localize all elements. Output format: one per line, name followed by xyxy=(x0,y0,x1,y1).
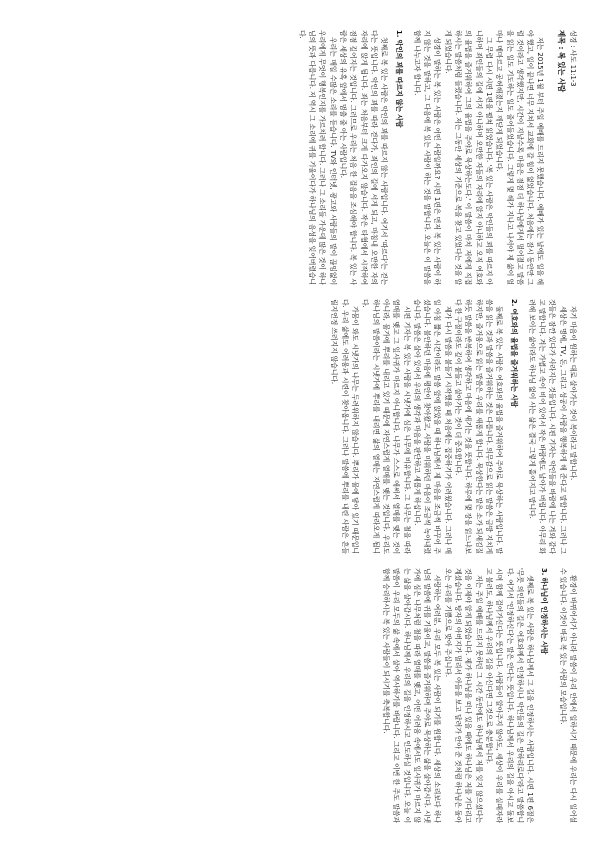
paragraph: 가뭄이 와도 시냇가의 나무는 두려워하지 않습니다. 뿌리가 물에 닿아 있기 때문입니다. 우리 삶에도 어려움과 시련이 찾아옵니다. 그러나 말씀에 뿌리를 내린 사람은 흔들릴지언정 쓰러지지 않습니다. xyxy=(330,299,360,554)
paragraph: 그 무렵 다시 시편 1편을 펼쳐 읽었습니다. '복 있는 사람은 악인들의 꾀를 따르지 아니하며 죄인들의 길에 서지 아니하며 오만한 자들의 자리에 앉지 아니하고 오직 여호와의 율법을 즐거워하여 그의 율법을 주야로 묵상하는도다.' 이 말씀이 마치 저에게 직접 하시는 말씀처럼 들렸습니다. 저는 그동안 세상의 기준으로 복을 찾고 있었다는 것을 알게 되었습니다. xyxy=(443,30,493,285)
paragraph: 자기 마음이 원하는 대로 살아가는 것이 복이라고 말합니다. xyxy=(569,306,577,481)
section-heading-3: 3. 하나님이 인정하시는 사람 xyxy=(540,568,549,655)
paragraph: 저는 2015년 1월 부터 주일 예배를 드리지 못했습니다. 예배가 있는 날에도 일을 해야 했고, 일이 끝나면 너무 지쳐서 교회에 갈 힘이 없었습니다. 처음에는 잠시 동안만 그럴 것이라고 생각했지만, 시간이 지날수록 마음은 점점 더 하나님에게서 멀어졌고 말씀을 읽는 일도 기도하는 일도 줄어들었습니다. 그렇게 몇 해가 지나고 나서야 제 삶이 얼마나 메마르고 공허해졌는지 깨닫게 되었습니다. xyxy=(495,30,545,285)
paragraph: 우리는 매일 수많은 소리를 듣습니다. TV와 인터넷, 광고와 사람들의 말이 끊임없이 우리에게 무엇이 행복인지를 가르치려 합니다. 그러나 그 소리들 가운데 많은 것이 하나님의 뜻과 다릅니다. 저 역시 그 소리에 귀를 기울이다가 하나님의 음성을 잊어버렸습니다. xyxy=(297,30,337,285)
paragraph: 환경이 바뀌어서가 아니라 말씀이 우리 안에서 일하시기 때문에 우리는 다시 일어설 수 있습니다. 이것이 바로 복 있는 사람의 모습입니다. xyxy=(558,568,577,823)
paragraph: 제가 다시 말씀을 붙들기 시작했을 때 처음에는 집중하기가 어려웠습니다. 그러나 매일 아침 짧은 시간이라도 말씀 앞에 앉았을 때 하나님께서 제 마음을 조금씩 바꾸어 주셨습니다. 불안하던 마음에 평안이 찾아왔고, 사람을 미워하던 마음이 조금씩 녹아내렸습니다. 말씀은 살아 있어서 우리의 생각과 마음을 판단하고 새롭게 하십니다. xyxy=(412,299,452,554)
text-column-1 xyxy=(18,30,578,285)
paragraph: 둘째로 복 있는 사람은 여호와의 율법을 즐거워하여 주야로 묵상하는 사람입니다. 말씀을 읽는 것과 말씀을 즐거워하는 것은 다릅니다. 의무감으로 읽는 말씀은 금방 지치게 하지만, 즐거움으로 읽는 말씀은 우리를 새롭게 합니다. 묵상한다는 말은 소가 되새김질하듯 말씀을 반복하여 생각하고 마음에 새기는 것을 뜻합니다. 하루에 몇 장을 읽느냐보다 한 구절이라도 깊이 붙들고 살아가는 것이 더 중요합니다. xyxy=(454,299,504,554)
text-column-3 xyxy=(18,568,578,823)
paragraph: 성경이 말하는 복 있는 사람은 어떤 사람일까요? 시편 1편은 먼저 복 있는 사람이 하지 않는 것을 말하고, 그 다음에 복 있는 사람이 하는 것을 말합니다. 오늘은 이 말씀을 함께 나누고자 합니다. xyxy=(412,30,442,285)
paragraph: 셋째로 복 있는 사람은 하나님께서 그 길을 인정하시는 사람입니다. 시편 1편 6절은 '무릇 의인들의 길은 여호와께서 인정하시나 악인들의 길은 망하리로다'라고 말씀합니다. 여기서 '인정하신다'는 말은 안다는 뜻입니다. 하나님께서 우리의 길을 아시고 돌보시며 함께 걸어가신다는 뜻입니다. 사람들이 알아주지 않아도, 세상이 우리를 실패자라고 불러도, 하나님께서 우리의 길을 아신다면 그것으로 충분합니다. xyxy=(484,568,535,823)
paragraph: 세상은 명예, TV, 돈, 그리고 성공이 사람을 행복하게 해 준다고 말합니다. 그러나 그것들은 잠깐 있다가 사라지는 것들입니다. 시편 기자는 악인들을 바람에 나는 겨와 같다고 말합니다. 겨는 가볍고 속이 비어 있어서 작은 바람에도 날아가 버립니다. 아무리 화려해 보이는 삶이라도 하나님 없이 사는 삶은 결국 그렇게 흩어지고 맙니다. xyxy=(527,299,567,554)
paragraph: 사랑하는 여러분, 우리 모두 복 있는 사람이 되기를 원합니다. 세상의 소리보다 하나님의 말씀에 귀를 기울이고, 말씀을 즐거워하며 주야로 묵상하는 삶을 살아갑시다. 시냇가에 심은 나무처럼 철을 따라 열매를 맺고, 어떤 어려움 속에서도 잎사귀가 마르지 않는 삶을 살아갑시다. 하나님께서 우리의 길을 인정하시고 인도하실 것입니다. 오늘 이 말씀이 우리 모두의 삶 속에서 살아 역사하기를 바랍니다. 그리고 이번 한 주도 말씀과 함께 승리하시는 복 있는 사람들이 되시기를 축복합니다. xyxy=(381,568,442,823)
paragraph: 첫째로 복 있는 사람은 악인의 꾀를 따르지 않는 사람입니다. 여기서 '따르다'는 걷는다는 뜻입니다. 악인의 꾀를 따라 걷다가, 죄인의 길에 서게 되고, 마침내 오만한 자의 자리에 앉게 됩니다. 죄는 처음부터 크게 다가오지 않습니다. 작은 타협에서 시작하여 점점 깊어지는 것입니다. 그러므로 우리는 처음 한 걸음을 조심해야 합니다. 복 있는 사람은 세상의 유혹 앞에서 멈출 줄 아는 사람입니다. xyxy=(339,30,389,285)
scripture-reference: 성경 : 사도 11:1-3 xyxy=(569,30,577,87)
paragraph: 저는 주일 예배를 드리지 못하던 그 시간 동안에도 하나님께서 저를 잊지 않으셨다는 것을 이제야 알게 되었습니다. 제가 하나님을 떠나 있을 때에도 하나님은 저를 기다리고 계셨습니다. 탕자의 아버지가 멀리서 아들을 보고 달려가 안아 준 것처럼 하나님은 돌아오는 우리를 기쁨으로 맞아 주십니다. xyxy=(443,568,483,823)
section-heading-2: 2. 여호와의 율법을 즐거워하는 사람 xyxy=(509,299,518,408)
section-heading-1: 1. 악인의 꾀를 따르지 않는 사람 xyxy=(394,30,403,128)
text-column-2 xyxy=(18,299,578,554)
paragraph: 시편 기자는 복 있는 사람을 시냇가에 심은 나무에 비유합니다. 그 나무는 철을 따라 열매를 맺고 그 잎사귀가 마르지 아니합니다. 나무가 스스로 애써서 열매를 맺는 것이 아니라, 물가에 뿌리를 내리고 있기 때문에 자연스럽게 열매를 맺는 것입니다. 우리도 하나님의 말씀이라는 시냇가에 뿌리를 내리면 삶의 열매는 자연스럽게 따라오게 됩니다. xyxy=(361,299,411,554)
sermon-title: 제목 : 복 있는 사람 xyxy=(556,30,566,93)
